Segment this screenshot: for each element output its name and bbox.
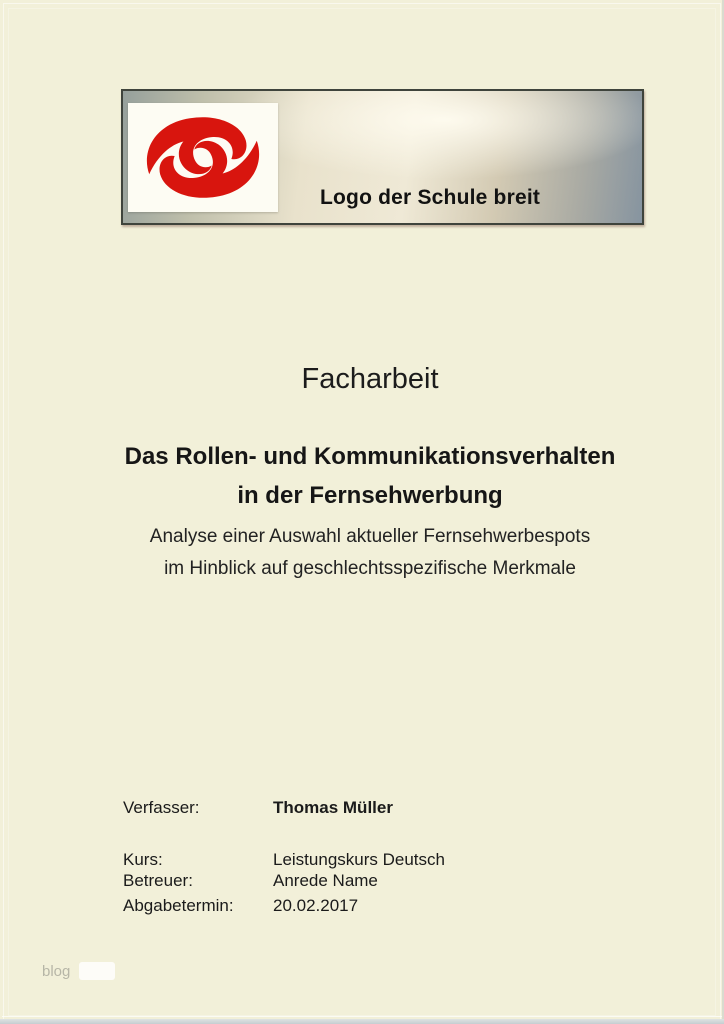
- page-bottom-line: [2, 1016, 722, 1017]
- field-label-course: Kurs:: [123, 850, 163, 869]
- field-row-course: [123, 849, 445, 870]
- school-logo-banner: [121, 89, 644, 225]
- field-label-deadline: Abgabetermin:: [123, 896, 234, 915]
- field-value-supervisor: Anrede Name: [273, 871, 378, 890]
- document-type-heading: Facharbeit: [301, 363, 439, 395]
- field-label-author: Verfasser:: [123, 798, 200, 817]
- field-label-supervisor: Betreuer:: [123, 871, 193, 890]
- document-subtitle-line1: Analyse einer Auswahl aktueller Fernsehwerbespots: [149, 526, 591, 547]
- school-logo: [128, 103, 278, 212]
- document-title-line2: in der Fernsehwerbung: [237, 482, 503, 509]
- document-subtitle-line2: im Hinblick auf geschlechtsspezifische Merkmale: [164, 558, 576, 579]
- document-title-line1: Das Rollen- und Kommunikationsverhalten: [124, 443, 616, 470]
- document-subtitle: [66, 521, 674, 585]
- watermark-blob: [79, 962, 115, 980]
- logo-caption: Logo der Schule breit: [320, 186, 541, 209]
- page-bottom-edge: [0, 1019, 724, 1024]
- field-row-author: [123, 797, 393, 818]
- field-value-author: Thomas Müller: [273, 798, 393, 817]
- document-title: [66, 437, 674, 515]
- field-value-deadline: 20.02.2017: [273, 896, 359, 915]
- watermark-text: blog: [42, 963, 71, 980]
- field-row-supervisor: [123, 870, 378, 891]
- field-value-course: Leistungskurs Deutsch: [273, 850, 445, 869]
- field-row-deadline: [123, 895, 358, 916]
- swirl-logo-icon: [128, 103, 278, 212]
